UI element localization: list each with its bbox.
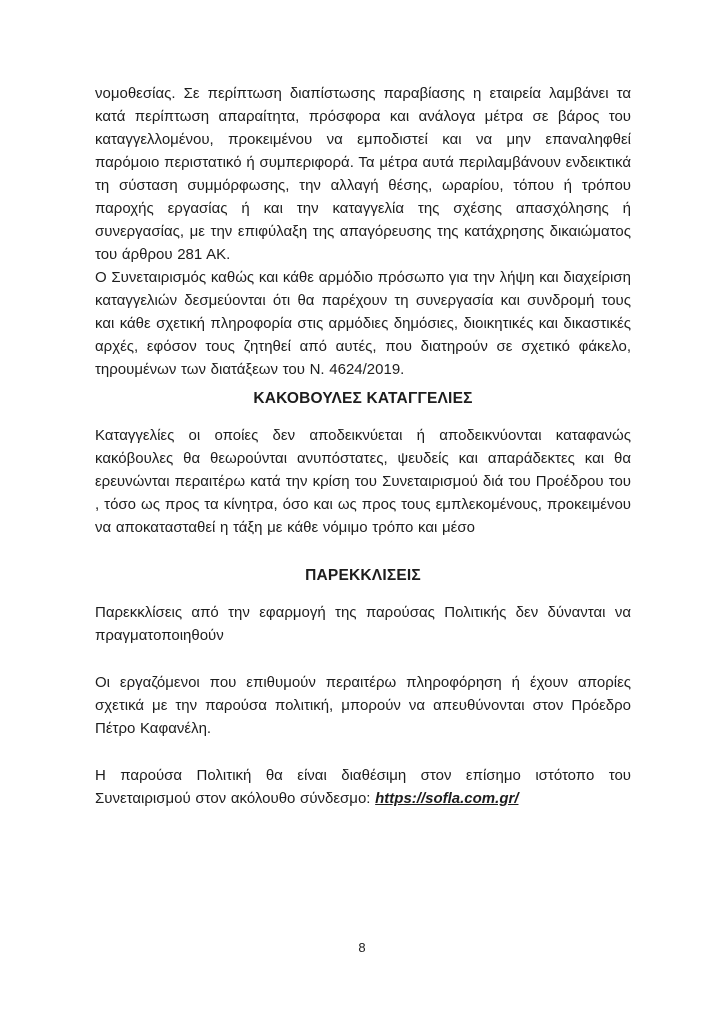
policy-website-link[interactable]: https://sofla.com.gr/ bbox=[375, 790, 519, 807]
heading-deviations: ΠΑΡΕΚΚΛΙΣΕΙΣ bbox=[305, 567, 421, 584]
paragraph-contact-info: Οι εργαζόμενοι που επιθυμούν περαιτέρω πληροφόρηση ή έχουν απορίες σχετικά με την παρούσα πολιτική, μπορούν να απευθύνονται στον Πρόεδρο Πέτρο Καφανέλη. bbox=[95, 674, 631, 737]
paragraph-availability bbox=[95, 764, 631, 810]
paragraph-deviations: Παρεκκλίσεις από την εφαρμογή της παρούσας Πολιτικής δεν δύνανται να πραγματοποιηθούν bbox=[95, 604, 631, 644]
paragraph-availability-text: Η παρούσα Πολιτική θα είναι διαθέσιμη στον επίσημο ιστότοπο του Συνεταιρισμού στον ακόλουθο σύνδεσμο: bbox=[95, 767, 631, 807]
heading-malicious-complaints: ΚΑΚΟΒΟΥΛΕΣ ΚΑΤΑΓΓΕΛΙΕΣ bbox=[253, 390, 473, 407]
page-number: 8 bbox=[358, 940, 366, 955]
paragraph-authority-cooperation: Ο Συνεταιρισμός καθώς και κάθε αρμόδιο πρόσωπο για την λήψη και διαχείριση καταγγελιών δεσμεύονται ότι θα παρέχουν τη συνεργασία και συνδρομή τους και κάθε σχετική πληροφορία στις αρμόδιες δημόσιες, διοικητικές και δικαστικές αρχές, εφόσον τους ζητηθεί από αυτές, που διατηρούν σε σχετικό φάκελο, τηρουμένων των διατάξεων του Ν. 4624/2019. bbox=[95, 269, 631, 378]
paragraph-compliance-measures: νομοθεσίας. Σε περίπτωση διαπίστωσης παραβίασης η εταιρεία λαμβάνει τα κατά περίπτωση απαραίτητα, πρόσφορα και ανάλογα μέτρα σε βάρος του καταγγελλομένου, προκειμένου να εμποδιστεί και να μην επαναληφθεί παρόμοιο περιστατικό ή συμπεριφορά. Τα μέτρα αυτά περιλαμβάνουν ενδεικτικά τη σύσταση συμμόρφωσης, την αλλαγή θέσης, ωραρίου, τόπου ή τρόπου παροχής εργασίας ή και την καταγγελία της σχέσης απασχόλησης ή συνεργασίας, με την επιφύλαξη της απαγόρευσης της κατάχρησης δικαιώματος του άρθρου 281 ΑΚ. bbox=[95, 85, 631, 263]
paragraph-malicious-complaints: Καταγγελίες οι οποίες δεν αποδεικνύεται ή αποδεικνύονται καταφανώς κακόβουλες θα θεωρούνται ανυπόστατες, ψευδείς και απαράδεκτες και θα ερευνώνται περαιτέρω κατά την κρίση του Συνεταιρισμού διά του Προέδρου του , τόσο ως προς τα κίνητρα, όσο και ως προς τους εμπλεκομένους, προκειμένου να αποκατασταθεί η τάξη με κάθε νόμιμο τρόπο και μέσο bbox=[95, 427, 631, 536]
document-body bbox=[95, 82, 631, 810]
